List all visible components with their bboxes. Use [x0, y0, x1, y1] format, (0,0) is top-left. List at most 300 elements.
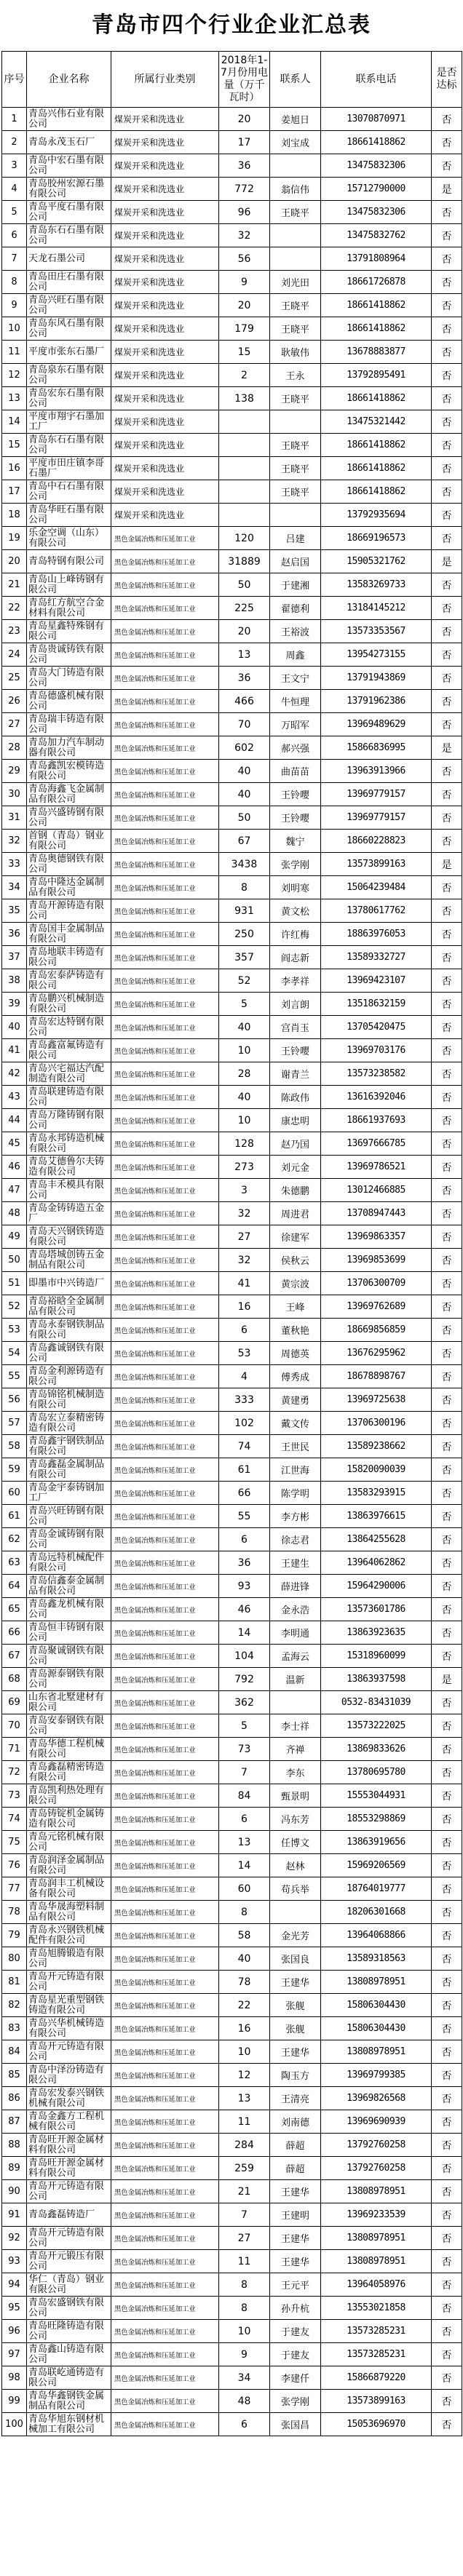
cell-power-usage: 6: [219, 1319, 270, 1342]
cell-phone: 13791943869: [321, 667, 432, 690]
cell-seq: 99: [2, 2390, 27, 2413]
cell-compliant: 否: [432, 2040, 462, 2064]
table-row: [2, 178, 462, 201]
cell-company-name: 青岛鑫山铸造有限公司: [27, 2343, 111, 2366]
cell-phone: 13573899163: [321, 853, 432, 876]
table-row: [2, 1179, 462, 1202]
cell-company-name: 青岛鑫凯宏模铸造有限公司: [27, 760, 111, 783]
table-row: [2, 1714, 462, 1738]
cell-compliant: 否: [432, 1738, 462, 1761]
cell-seq: 55: [2, 1365, 27, 1388]
cell-compliant: 否: [432, 1062, 462, 1086]
cell-phone: 13780617762: [321, 899, 432, 923]
cell-industry: 黑色金属冶炼和压延加工业: [111, 2203, 219, 2227]
cell-phone: 13792935694: [321, 504, 432, 527]
cell-compliant: 否: [432, 1714, 462, 1738]
cell-compliant: 否: [432, 1342, 462, 1365]
cell-compliant: 否: [432, 2227, 462, 2250]
cell-company-name: 青岛胶州宏源石墨有限公司: [27, 178, 111, 201]
cell-power-usage: 13: [219, 643, 270, 667]
cell-phone: 13963913966: [321, 760, 432, 783]
cell-company-name: 青岛鑫龙机械有限公司: [27, 1598, 111, 1621]
cell-compliant: 否: [432, 1551, 462, 1575]
cell-compliant: 否: [432, 1505, 462, 1528]
cell-industry: 黑色金属冶炼和压延加工业: [111, 667, 219, 690]
cell-industry: 黑色金属冶炼和压延加工业: [111, 2343, 219, 2366]
cell-contact: [270, 410, 321, 434]
cell-industry: 煤炭开采和洗选业: [111, 131, 219, 154]
table-row: [2, 2087, 462, 2110]
cell-seq: 7: [2, 247, 27, 271]
cell-seq: 74: [2, 1808, 27, 1831]
table-row: [2, 108, 462, 131]
cell-phone: 13573285231: [321, 2320, 432, 2343]
cell-seq: 100: [2, 2413, 27, 2436]
cell-industry: 黑色金属冶炼和压延加工业: [111, 806, 219, 830]
table-row: [2, 131, 462, 154]
cell-company-name: 青岛东石石墨有限公司: [27, 224, 111, 247]
cell-compliant: 是: [432, 736, 462, 760]
cell-company-name: 青岛凯利热处理有限公司: [27, 1784, 111, 1808]
cell-power-usage: 16: [219, 1295, 270, 1319]
cell-phone: 13792760258: [321, 2157, 432, 2180]
cell-seq: 47: [2, 1179, 27, 1202]
cell-industry: 黑色金属冶炼和压延加工业: [111, 1994, 219, 2017]
cell-phone: 13706300196: [321, 1412, 432, 1435]
cell-industry: 黑色金属冶炼和压延加工业: [111, 597, 219, 620]
cell-seq: 22: [2, 597, 27, 620]
cell-compliant: 否: [432, 247, 462, 271]
cell-contact: 王晓平: [270, 387, 321, 410]
cell-contact: 王元平: [270, 2273, 321, 2297]
cell-contact: 吕建: [270, 527, 321, 550]
cell-power-usage: 11: [219, 2110, 270, 2134]
cell-contact: 王裕波: [270, 620, 321, 643]
cell-contact: 刘宝成: [270, 131, 321, 154]
cell-contact: 李方彬: [270, 1505, 321, 1528]
cell-phone: 18764019777: [321, 1877, 432, 1901]
cell-compliant: 否: [432, 1319, 462, 1342]
cell-phone: 13475832306: [321, 154, 432, 178]
cell-industry: 黑色金属冶炼和压延加工业: [111, 923, 219, 946]
cell-industry: 黑色金属冶炼和压延加工业: [111, 1342, 219, 1365]
cell-compliant: 否: [432, 410, 462, 434]
table-row: [2, 1202, 462, 1225]
cell-phone: 18661418862: [321, 457, 432, 480]
cell-compliant: 否: [432, 1132, 462, 1156]
cell-contact: 薛超: [270, 2157, 321, 2180]
cell-seq: 44: [2, 1109, 27, 1132]
cell-industry: 黑色金属冶炼和压延加工业: [111, 1295, 219, 1319]
cell-phone: 15964290006: [321, 1575, 432, 1598]
cell-phone: 13616392046: [321, 1086, 432, 1109]
cell-contact: 孟海云: [270, 1645, 321, 1668]
cell-industry: 煤炭开采和洗选业: [111, 154, 219, 178]
table-row: [2, 1994, 462, 2017]
cell-power-usage: 6: [219, 2413, 270, 2436]
cell-industry: 黑色金属冶炼和压延加工业: [111, 713, 219, 736]
cell-contact: 万昭军: [270, 713, 321, 736]
table-row: [2, 2413, 462, 2436]
cell-contact: 王建明: [270, 2203, 321, 2227]
cell-compliant: 否: [432, 2017, 462, 2040]
table-row: [2, 1039, 462, 1062]
cell-seq: 97: [2, 2343, 27, 2366]
cell-compliant: 否: [432, 1528, 462, 1551]
cell-industry: 黑色金属冶炼和压延加工业: [111, 1365, 219, 1388]
cell-seq: 98: [2, 2366, 27, 2390]
cell-industry: 黑色金属冶炼和压延加工业: [111, 1738, 219, 1761]
cell-contact: 张学刚: [270, 853, 321, 876]
cell-power-usage: 27: [219, 1225, 270, 1249]
cell-seq: 43: [2, 1086, 27, 1109]
cell-compliant: 否: [432, 993, 462, 1016]
cell-contact: 王铃嘤: [270, 806, 321, 830]
cell-power-usage: 179: [219, 317, 270, 341]
cell-company-name: 青岛山上峰铸钢有限公司: [27, 573, 111, 597]
cell-phone: 13553021858: [321, 2297, 432, 2320]
cell-power-usage: 14: [219, 1621, 270, 1645]
cell-phone: 18661418862: [321, 480, 432, 504]
cell-compliant: 否: [432, 573, 462, 597]
cell-seq: 79: [2, 1924, 27, 1947]
table-row: [2, 1761, 462, 1784]
cell-phone: 13070870971: [321, 108, 432, 131]
cell-compliant: 否: [432, 504, 462, 527]
cell-industry: 黑色金属冶炼和压延加工业: [111, 1877, 219, 1901]
cell-power-usage: 20: [219, 620, 270, 643]
cell-seq: 58: [2, 1435, 27, 1458]
cell-industry: 煤炭开采和洗选业: [111, 387, 219, 410]
cell-compliant: 否: [432, 224, 462, 247]
cell-industry: 黑色金属冶炼和压延加工业: [111, 1551, 219, 1575]
cell-industry: 黑色金属冶炼和压延加工业: [111, 2087, 219, 2110]
cell-compliant: 否: [432, 1179, 462, 1202]
cell-phone: 15820090039: [321, 1458, 432, 1482]
cell-seq: 41: [2, 1039, 27, 1062]
cell-contact: [270, 224, 321, 247]
cell-phone: 13863919656: [321, 1831, 432, 1854]
cell-phone: 13964068866: [321, 1924, 432, 1947]
cell-contact: 薛超: [270, 2134, 321, 2157]
cell-industry: 黑色金属冶炼和压延加工业: [111, 1109, 219, 1132]
cell-compliant: 否: [432, 1412, 462, 1435]
cell-company-name: 青岛丰禾模具有限公司: [27, 1179, 111, 1202]
table-row: [2, 946, 462, 969]
cell-power-usage: 32: [219, 224, 270, 247]
cell-seq: 53: [2, 1319, 27, 1342]
cell-compliant: 否: [432, 1947, 462, 1971]
cell-contact: [270, 247, 321, 271]
cell-compliant: 否: [432, 1621, 462, 1645]
cell-company-name: 青岛特钢有限公司: [27, 550, 111, 573]
cell-phone: 15969206569: [321, 1854, 432, 1877]
table-row: [2, 224, 462, 247]
cell-company-name: 青岛平度石墨有限公司: [27, 201, 111, 224]
cell-industry: 黑色金属冶炼和压延加工业: [111, 1249, 219, 1272]
cell-power-usage: 27: [219, 2227, 270, 2250]
table-row: [2, 1784, 462, 1808]
cell-phone: 15318960099: [321, 1645, 432, 1668]
cell-industry: 黑色金属冶炼和压延加工业: [111, 1528, 219, 1551]
cell-contact: 王建华: [270, 2250, 321, 2273]
cell-seq: 18: [2, 504, 27, 527]
cell-power-usage: 66: [219, 1482, 270, 1505]
cell-seq: 59: [2, 1458, 27, 1482]
cell-power-usage: 46: [219, 1598, 270, 1621]
cell-power-usage: 8: [219, 876, 270, 899]
cell-seq: 54: [2, 1342, 27, 1365]
cell-phone: 13869833626: [321, 1738, 432, 1761]
cell-compliant: 否: [432, 108, 462, 131]
cell-company-name: 青岛贵诚铸铁有限公司: [27, 643, 111, 667]
table-row: [2, 317, 462, 341]
cell-seq: 34: [2, 876, 27, 899]
cell-power-usage: 333: [219, 1388, 270, 1412]
cell-company-name: 乐金空调（山东）有限公司: [27, 527, 111, 550]
cell-power-usage: 225: [219, 597, 270, 620]
cell-compliant: 否: [432, 2366, 462, 2390]
cell-company-name: 青岛金铸铸造五金厂: [27, 1202, 111, 1225]
cell-phone: 13792895491: [321, 364, 432, 387]
cell-phone: 13697666785: [321, 1132, 432, 1156]
cell-industry: 黑色金属冶炼和压延加工业: [111, 1272, 219, 1295]
cell-phone: 13678883877: [321, 341, 432, 364]
cell-phone: 13583293915: [321, 1482, 432, 1505]
cell-power-usage: 40: [219, 783, 270, 806]
cell-industry: 黑色金属冶炼和压延加工业: [111, 1901, 219, 1924]
cell-power-usage: [219, 457, 270, 480]
cell-company-name: 青岛永邦铸造机械有限公司: [27, 1132, 111, 1156]
cell-industry: 黑色金属冶炼和压延加工业: [111, 1714, 219, 1738]
cell-phone: 13791962386: [321, 690, 432, 713]
cell-power-usage: 357: [219, 946, 270, 969]
cell-power-usage: 3438: [219, 853, 270, 876]
cell-compliant: 否: [432, 480, 462, 504]
cell-industry: 黑色金属冶炼和压延加工业: [111, 2017, 219, 2040]
cell-phone: 13808978951: [321, 1971, 432, 1994]
cell-company-name: 青岛中石石墨有限公司: [27, 480, 111, 504]
cell-contact: 耿敏伟: [270, 341, 321, 364]
cell-seq: 10: [2, 317, 27, 341]
cell-industry: 黑色金属冶炼和压延加工业: [111, 1854, 219, 1877]
cell-seq: 2: [2, 131, 27, 154]
cell-power-usage: 50: [219, 806, 270, 830]
cell-contact: 侯秋云: [270, 1249, 321, 1272]
cell-company-name: 山东省北墅建材有限公司: [27, 1691, 111, 1714]
cell-phone: 15053696970: [321, 2413, 432, 2436]
cell-industry: 黑色金属冶炼和压延加工业: [111, 946, 219, 969]
cell-seq: 78: [2, 1901, 27, 1924]
cell-industry: 黑色金属冶炼和压延加工业: [111, 1947, 219, 1971]
col-header-contact: 联系人: [270, 52, 321, 108]
table-row: [2, 830, 462, 853]
cell-power-usage: 7: [219, 2203, 270, 2227]
cell-power-usage: 12: [219, 2064, 270, 2087]
table-row: [2, 457, 462, 480]
table-row: [2, 1505, 462, 1528]
cell-compliant: 否: [432, 131, 462, 154]
table-row: [2, 247, 462, 271]
cell-contact: 王建生: [270, 1551, 321, 1575]
cell-contact: 王晓平: [270, 317, 321, 341]
table-row: [2, 1435, 462, 1458]
cell-seq: 96: [2, 2320, 27, 2343]
cell-company-name: 青岛德盛机械有限公司: [27, 690, 111, 713]
cell-industry: 黑色金属冶炼和压延加工业: [111, 550, 219, 573]
cell-company-name: 青岛红方航空合金材料有限公司: [27, 597, 111, 620]
cell-compliant: 否: [432, 1645, 462, 1668]
cell-seq: 95: [2, 2297, 27, 2320]
table-row: [2, 1086, 462, 1109]
cell-company-name: 青岛海鑫飞金属制品有限公司: [27, 783, 111, 806]
cell-industry: 黑色金属冶炼和压延加工业: [111, 1132, 219, 1156]
table-row: [2, 2157, 462, 2180]
cell-contact: 宫肖玉: [270, 1016, 321, 1039]
cell-phone: 13708947443: [321, 1202, 432, 1225]
table-row: [2, 1621, 462, 1645]
cell-seq: 24: [2, 643, 27, 667]
cell-compliant: 否: [432, 1435, 462, 1458]
col-header-industry: 所属行业类别: [111, 52, 219, 108]
cell-compliant: 否: [432, 2390, 462, 2413]
col-header-phone: 联系电话: [321, 52, 432, 108]
table-row: [2, 410, 462, 434]
table-row: [2, 2250, 462, 2273]
cell-company-name: 平度市翔宇石墨加工厂: [27, 410, 111, 434]
table-row: [2, 597, 462, 620]
cell-company-name: 青岛兴华机械铸造有限公司: [27, 2017, 111, 2040]
table-title: 青岛市四个行业企业汇总表: [92, 12, 371, 38]
cell-compliant: 否: [432, 1808, 462, 1831]
table-row: [2, 154, 462, 178]
cell-compliant: 否: [432, 387, 462, 410]
cell-compliant: 否: [432, 1924, 462, 1947]
cell-compliant: 否: [432, 667, 462, 690]
table-row: [2, 993, 462, 1016]
cell-contact: 陈学明: [270, 1482, 321, 1505]
cell-power-usage: 4: [219, 1365, 270, 1388]
cell-contact: 于建友: [270, 2343, 321, 2366]
cell-contact: 李孝祥: [270, 969, 321, 993]
cell-compliant: 否: [432, 1365, 462, 1388]
cell-contact: 王晓平: [270, 480, 321, 504]
cell-seq: 94: [2, 2273, 27, 2297]
cell-phone: 13969725638: [321, 1388, 432, 1412]
cell-company-name: 青岛润丰工机械设备有限公司: [27, 1877, 111, 1901]
cell-phone: 13676295962: [321, 1342, 432, 1365]
cell-compliant: 否: [432, 1225, 462, 1249]
cell-industry: 煤炭开采和洗选业: [111, 224, 219, 247]
cell-compliant: 否: [432, 1691, 462, 1714]
cell-company-name: 青岛宏盛钢铁有限公司: [27, 2297, 111, 2320]
cell-phone: 13475832306: [321, 201, 432, 224]
cell-company-name: 青岛联屹通铸造有限公司: [27, 2366, 111, 2390]
cell-power-usage: 259: [219, 2157, 270, 2180]
table-row: [2, 434, 462, 457]
cell-compliant: 否: [432, 271, 462, 294]
cell-phone: 13863923635: [321, 1621, 432, 1645]
cell-company-name: 青岛华晟海塑料制品有限公司: [27, 1901, 111, 1924]
cell-company-name: 青岛宏发泰兴钢铁机械有限公司: [27, 2087, 111, 2110]
cell-phone: 13780695780: [321, 1761, 432, 1784]
cell-power-usage: 5: [219, 1714, 270, 1738]
cell-industry: 黑色金属冶炼和压延加工业: [111, 1645, 219, 1668]
cell-phone: 13475832762: [321, 224, 432, 247]
table-row: [2, 2203, 462, 2227]
cell-compliant: 否: [432, 1388, 462, 1412]
cell-company-name: 青岛安泰钢铁有限公司: [27, 1714, 111, 1738]
cell-company-name: 青岛天兴钢铁铸造有限公司: [27, 1225, 111, 1249]
cell-contact: [270, 504, 321, 527]
cell-contact: 徐志君: [270, 1528, 321, 1551]
table-row: [2, 2134, 462, 2157]
cell-industry: 黑色金属冶炼和压延加工业: [111, 690, 219, 713]
cell-power-usage: 10: [219, 2040, 270, 2064]
cell-company-name: 青岛泉东石墨有限公司: [27, 364, 111, 387]
cell-power-usage: 273: [219, 1156, 270, 1179]
cell-industry: 黑色金属冶炼和压延加工业: [111, 783, 219, 806]
cell-seq: 56: [2, 1388, 27, 1412]
cell-seq: 42: [2, 1062, 27, 1086]
cell-contact: 翁信伟: [270, 178, 321, 201]
cell-seq: 37: [2, 946, 27, 969]
cell-seq: 35: [2, 899, 27, 923]
cell-company-name: 即墨市中兴铸造厂: [27, 1272, 111, 1295]
cell-contact: 张国良: [270, 1947, 321, 1971]
cell-industry: 黑色金属冶炼和压延加工业: [111, 1482, 219, 1505]
cell-company-name: 青岛华鑫钢铁金属制品有限公司: [27, 2390, 111, 2413]
cell-company-name: 青岛旭腾锻造有限公司: [27, 1947, 111, 1971]
cell-phone: 13808978951: [321, 2040, 432, 2064]
table-row: [2, 1295, 462, 1319]
cell-compliant: 否: [432, 783, 462, 806]
cell-company-name: 青岛金鑫方工程机械有限公司: [27, 2110, 111, 2134]
cell-phone: 13969799385: [321, 2064, 432, 2087]
cell-phone: 13969779157: [321, 783, 432, 806]
cell-seq: 49: [2, 1225, 27, 1249]
cell-seq: 65: [2, 1598, 27, 1621]
cell-seq: 62: [2, 1528, 27, 1551]
table-row: [2, 573, 462, 597]
cell-phone: 13863937598: [321, 1668, 432, 1691]
table-row: [2, 1062, 462, 1086]
cell-contact: 徐建军: [270, 1225, 321, 1249]
cell-company-name: 青岛兴宅福达汽配制造有限公司: [27, 1062, 111, 1086]
cell-contact: 李建仟: [270, 2366, 321, 2390]
cell-phone: 18660228823: [321, 830, 432, 853]
cell-seq: 70: [2, 1714, 27, 1738]
cell-seq: 76: [2, 1854, 27, 1877]
cell-phone: 13589238662: [321, 1435, 432, 1458]
cell-phone: 18661726878: [321, 271, 432, 294]
cell-contact: 刘明寒: [270, 876, 321, 899]
cell-seq: 19: [2, 527, 27, 550]
cell-industry: 黑色金属冶炼和压延加工业: [111, 1039, 219, 1062]
cell-company-name: 青岛信鑫泰金属制品有限公司: [27, 1575, 111, 1598]
cell-compliant: 是: [432, 853, 462, 876]
cell-phone: 13518632159: [321, 993, 432, 1016]
cell-company-name: 青岛华旭东钢材机械加工有限公司: [27, 2413, 111, 2436]
cell-contact: 谢青兰: [270, 1062, 321, 1086]
table-row: [2, 1109, 462, 1132]
col-header-compliant: 是否达标: [432, 52, 462, 108]
cell-company-name: 青岛瑞丰铸造有限公司: [27, 713, 111, 736]
cell-company-name: 青岛田庄石墨有限公司: [27, 271, 111, 294]
cell-industry: 黑色金属冶炼和压延加工业: [111, 2110, 219, 2134]
cell-contact: 牛恒理: [270, 690, 321, 713]
table-row: [2, 2390, 462, 2413]
